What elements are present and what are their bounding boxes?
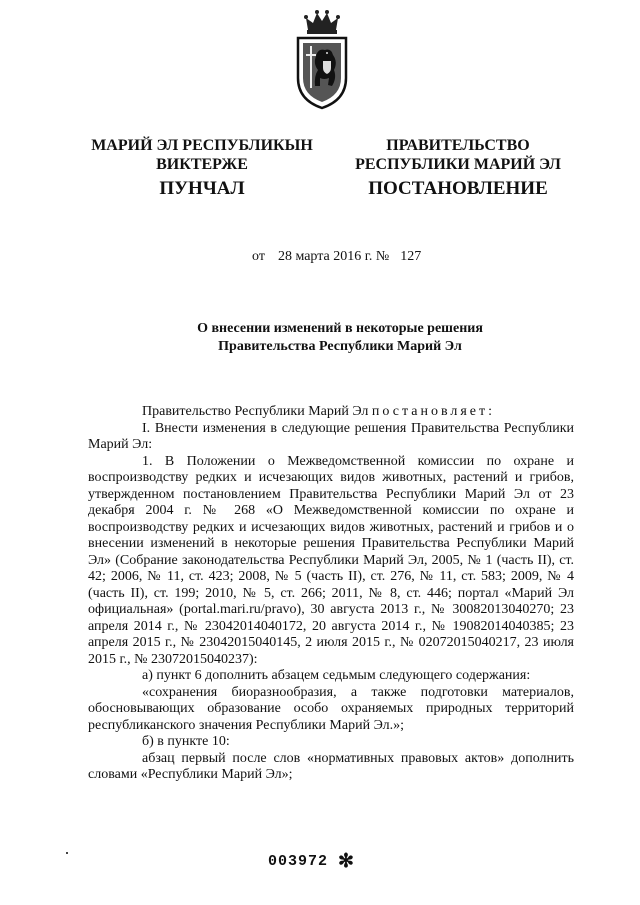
body-paragraph: а) пункт 6 дополнить абзацем седьмым следующего содержания: <box>142 668 531 683</box>
body-verb: постановляет: <box>371 404 496 419</box>
org-name-russian: ПРАВИТЕЛЬСТВО РЕСПУБЛИКИ МАРИЙ ЭЛ <box>355 137 561 173</box>
document-subject: О внесении изменений в некоторые решения Правительства Республики Марий Эл <box>197 321 483 354</box>
doc-type-mari: ПУНЧАЛ <box>159 178 245 199</box>
date-prefix: от <box>252 249 265 264</box>
body-paragraph: I. Внести изменения в следующие решения Правительства Республики Марий Эл: <box>88 420 574 452</box>
coat-of-arms-icon <box>294 8 350 112</box>
date-line <box>252 249 421 265</box>
body-text: Правительство Республики Марий Эл <box>142 404 369 419</box>
number-label: № <box>375 249 390 264</box>
document-number: 127 <box>400 249 422 264</box>
asterisk-mark: ✻ <box>338 851 354 872</box>
body-paragraph: 1. В Положении о Межведомственной комиссии по охране и воспроизводству редких и исчезающих видов животных, растений и грибов, утвержденном постановлением Правительства Республики Марий Эл от 23 декабря 2004 г. № 268 «О Межведомственной комиссии по охране и воспроизводству редких и исчезающих видов животных, растений и грибов и о внесении изменений в некоторые решения Правительства Республики Марий Эл» (Собрание законодательства Республики Марий Эл, 2005, № 1 (часть II), ст. 42; 2006, № 11, ст. 423; 2008, № 5 (часть II), ст. 276, № 11, ст. 583; 2009, № 4 (часть II), ст. 199; 2010, № 5, ст. 266; 2011, № 8, ст. 446; портал «Марий Эл официальная» (portal.mari.ru/pravo), 30 августа 2013 г., № 30082013040270; 23 апреля 2014 г., № 23042014040172, 20 августа 2014 г., № 19082014040385; 23 апреля 2015 г., № 23042015040145, 2 июля 2015 г., № 02072015040217, 23 июля 2015 г., № 23072015040237): <box>88 453 574 667</box>
body-paragraph: абзац первый после слов «нормативных правовых актов» дополнить словами «Республики Марий Эл»; <box>88 750 574 782</box>
doc-type-russian: ПОСТАНОВЛЕНИЕ <box>368 178 548 199</box>
document-date: 28 марта 2016 г. <box>277 249 373 264</box>
body-paragraph <box>88 404 574 421</box>
org-name-mari: МАРИЙ ЭЛ РЕСПУБЛИКЫН ВИКТЕРЖЕ <box>91 137 313 173</box>
body-paragraph: б) в пункте 10: <box>142 734 230 749</box>
serial-number: 003972 <box>268 853 329 870</box>
document-body <box>88 404 574 784</box>
body-paragraph: «сохранения биоразнообразия, а также подготовки материалов, обосновывающих образование особо охраняемых природных территорий республиканского значения Республики Марий Эл.»; <box>88 684 574 733</box>
margin-dot <box>66 852 68 854</box>
